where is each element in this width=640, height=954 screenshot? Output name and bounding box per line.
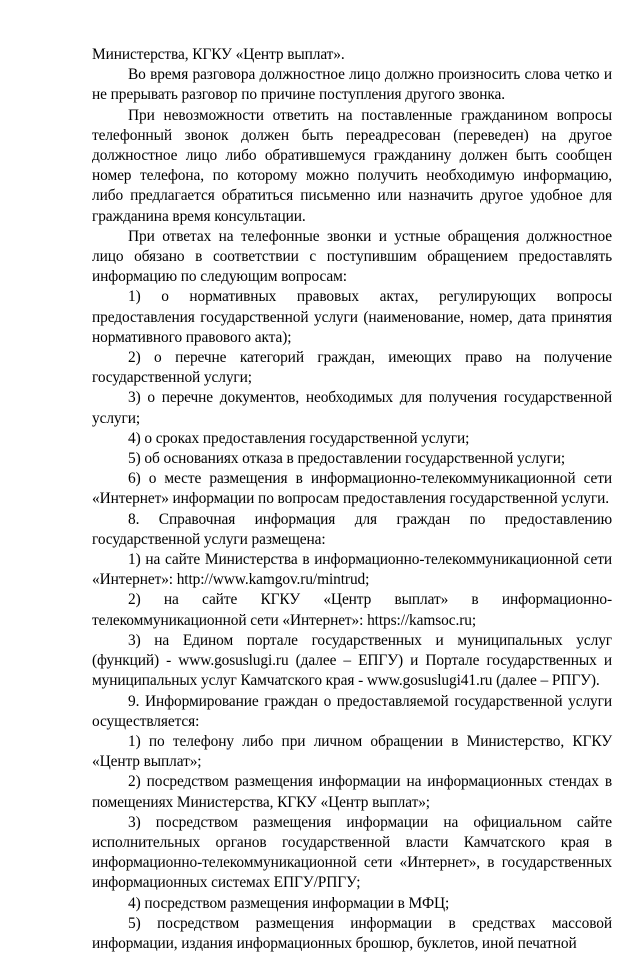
list-item: 4) посредством размещения информации в МФЦ; xyxy=(128,894,450,912)
list-item: 4) о сроках предоставления государственной услуги; xyxy=(128,429,470,447)
list-item: 1) на сайте Министерства в информационно-телекоммуникационной сети «Интернет»: http://www.kamgov.ru/mintrud; xyxy=(92,551,612,589)
list-item: 3) о перечне документов, необходимых для получения государственной услуги; xyxy=(92,389,612,427)
paragraph: Во время разговора должностное лицо должно произносить слова четко и не прерывать разговор по причине поступления другого звонка. xyxy=(92,66,612,104)
paragraph-continuation: Министерства, КГКУ «Центр выплат». xyxy=(92,46,345,63)
paragraph: При невозможности ответить на поставленные гражданином вопросы телефонный звонок должен быть переадресован (переведен) на другое должностное лицо либо обратившемуся гражданину должен быть сообщен номер телефона, по которому можно получить необходимую информацию, либо предлагается обратиться письменно или назначить другое удобное для гражданина время консультации. xyxy=(92,106,612,225)
list-item: 3) посредством размещения информации на официальном сайте исполнительных органов государственной власти Камчатского края в информационно-телекоммуникационной сети «Интернет», в государственных информационных системах ЕПГУ/РПГУ; xyxy=(92,813,612,892)
list-item: 2) о перечне категорий граждан, имеющих право на получение государственной услуги; xyxy=(92,349,612,387)
section-paragraph: 8. Справочная информация для граждан по предоставлению государственной услуги размещена: xyxy=(92,510,612,548)
list-item: 3) на Едином портале государственных и муниципальных услуг (функций) - www.gosuslugi.ru (далее – ЕПГУ) и Портале государственных и муниципальных услуг Камчатского края - www.gosuslugi41.ru (далее – РПГУ). xyxy=(92,631,612,690)
list-item: 1) по телефону либо при личном обращении в Министерство, КГКУ «Центр выплат»; xyxy=(92,732,612,771)
list-item: 2) посредством размещения информации на информационных стендах в помещениях Министерства, КГКУ «Центр выплат»; xyxy=(92,773,612,811)
section-paragraph: 9. Информирование граждан о предоставляемой государственной услуги осуществляется: xyxy=(92,692,612,730)
paragraph: При ответах на телефонные звонки и устные обращения должностное лицо обязано в соответствии с поступившим обращением предоставлять информацию по следующим вопросам: xyxy=(92,227,612,286)
list-item: 6) о месте размещения в информационно-телекоммуникационной сети «Интернет» информации по вопросам предоставления государственной услуги. xyxy=(92,470,612,508)
list-item: 2) на сайте КГКУ «Центр выплат» в информационно-телекоммуникационной сети «Интернет»: https://kamsoc.ru; xyxy=(92,591,612,629)
document-page xyxy=(92,45,612,954)
list-item: 1) о нормативных правовых актах, регулирующих вопросы предоставления государственной услуги (наименование, номер, дата принятия нормативного правового акта); xyxy=(92,288,612,346)
list-item: 5) об основаниях отказа в предоставлении государственной услуги; xyxy=(128,450,566,468)
list-item: 5) посредством размещения информации в средствах массовой информации, издания информационных брошюр, буклетов, иной печатной xyxy=(92,914,612,952)
